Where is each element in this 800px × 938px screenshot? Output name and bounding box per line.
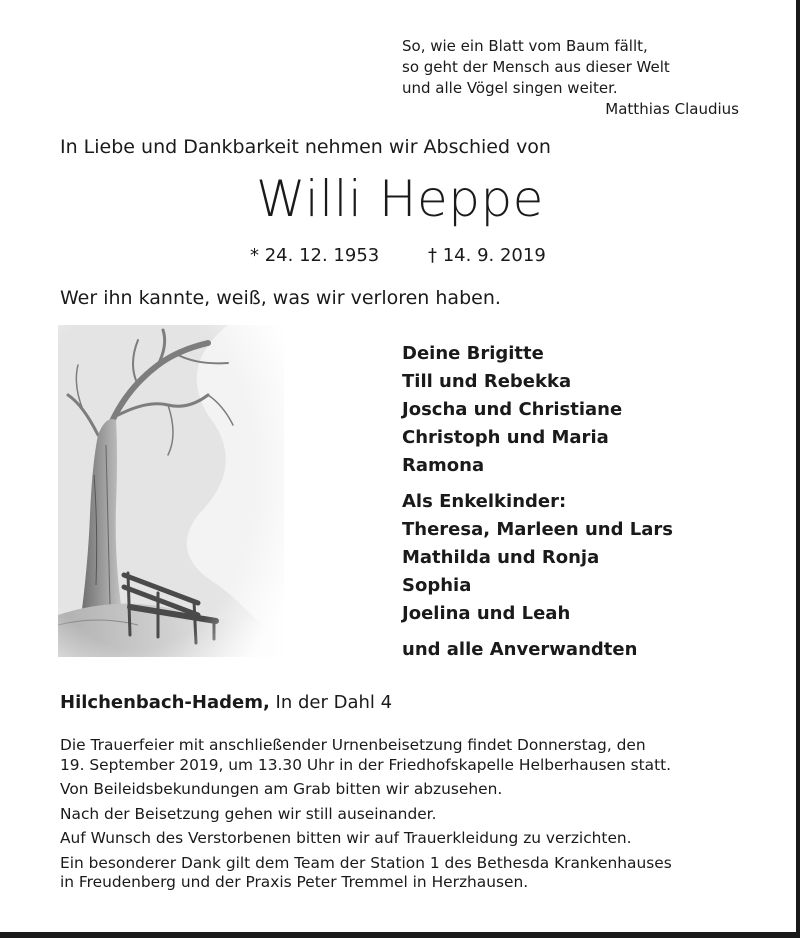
notice-paragraph: [60, 805, 760, 825]
grandchildren-heading: Als Enkelkinder:: [402, 491, 567, 512]
notice-line: in Freudenberg und der Praxis Peter Tremmel in Herzhausen.: [60, 873, 529, 891]
intro-text: In Liebe und Dankbarkeit nehmen wir Abschied von: [60, 136, 551, 158]
motto-text: Wer ihn kannte, weiß, was wir verloren haben.: [60, 287, 501, 309]
notice-line: 19. September 2019, um 13.30 Uhr in der Friedhofskapelle Helberhausen statt.: [60, 755, 672, 774]
notice-paragraph: [60, 829, 760, 849]
mourner-name: Till und Rebekka: [402, 371, 572, 392]
grandchild-name: Joelina und Leah: [402, 603, 571, 624]
birth-date: * 24. 12. 1953: [250, 245, 380, 266]
address-line: [60, 692, 392, 713]
quote-author: Matthias Claudius: [605, 100, 739, 118]
notice-line: Die Trauerfeier mit anschließender Urnenbeisetzung findet Donnerstag, den: [60, 736, 646, 754]
mourners-list: [402, 340, 673, 664]
notice-paragraph: [60, 736, 760, 775]
mourner-name: Christoph und Maria: [402, 427, 609, 448]
notices-block: [60, 736, 760, 898]
notice-paragraph: [60, 780, 760, 800]
deceased-name: Willi Heppe: [256, 170, 544, 228]
notice-line: Auf Wunsch des Verstorbenen bitten wir auf Trauerkleidung zu verzichten.: [60, 829, 632, 847]
mourner-name: Ramona: [402, 455, 485, 476]
notice-line: Von Beileidsbekundungen am Grab bitten wir abzusehen.: [60, 780, 503, 798]
grandchild-name: Mathilda und Ronja: [402, 547, 600, 568]
quote-line: So, wie ein Blatt vom Baum fällt,: [402, 37, 648, 55]
notice-paragraph: [60, 854, 760, 893]
mourner-name: Deine Brigitte: [402, 343, 544, 364]
quote-block: [402, 36, 742, 120]
notice-line: Nach der Beisetzung gehen wir still auseinander.: [60, 804, 437, 823]
quote-line: so geht der Mensch aus dieser Welt: [402, 58, 670, 76]
grandchild-name: Sophia: [402, 575, 472, 596]
tree-and-bench-sketch: [58, 325, 284, 657]
mourner-name: Joscha und Christiane: [402, 399, 623, 420]
notice-line: Ein besonderer Dank gilt dem Team der Station 1 des Bethesda Krankenhauses: [60, 853, 672, 872]
grandchild-name: Theresa, Marleen und Lars: [402, 519, 673, 540]
death-date: † 14. 9. 2019: [428, 245, 546, 266]
address-place: Hilchenbach-Hadem,: [60, 692, 270, 713]
relatives-closing: und alle Anverwandten: [402, 639, 638, 660]
quote-line: und alle Vögel singen weiter.: [402, 79, 618, 97]
address-street: In der Dahl 4: [275, 692, 393, 713]
